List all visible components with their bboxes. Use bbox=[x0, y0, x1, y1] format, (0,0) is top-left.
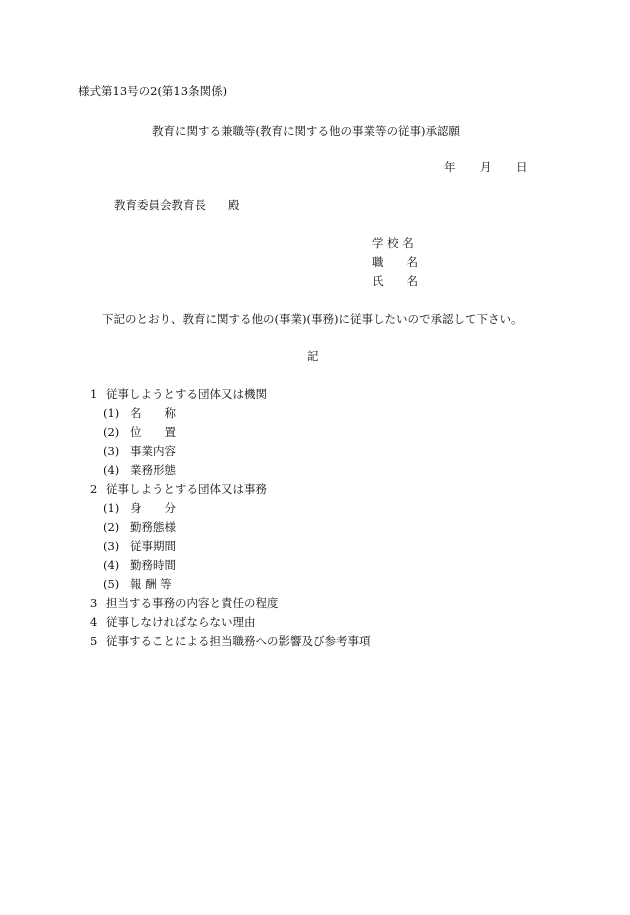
addressee-honorific: 殿 bbox=[228, 198, 240, 212]
item-number: 4 bbox=[90, 615, 98, 629]
document-title: 教育に関する兼職等(教育に関する他の事業等の従事)承認願 bbox=[152, 124, 460, 138]
position-label: 職 名 bbox=[372, 255, 418, 269]
sub-item-label: 身 分 bbox=[130, 501, 176, 515]
sub-item-number: (4) bbox=[103, 463, 120, 477]
form-number: 様式第13号の2(第13条関係) bbox=[78, 84, 228, 98]
sub-item-number: (3) bbox=[103, 444, 120, 458]
sub-item bbox=[103, 520, 403, 534]
item-label: 従事しなければならない理由 bbox=[106, 615, 256, 629]
date-month-label: 月 bbox=[480, 160, 492, 174]
sub-item-label: 勤務時間 bbox=[130, 558, 176, 572]
list-item bbox=[90, 634, 550, 648]
item-number: 3 bbox=[90, 596, 98, 610]
item-label: 担当する事務の内容と責任の程度 bbox=[106, 596, 279, 610]
item-number: 5 bbox=[90, 634, 98, 648]
item-label: 従事しようとする団体又は事務 bbox=[106, 482, 267, 496]
sub-item-number: (1) bbox=[103, 406, 120, 420]
ki-heading: 記 bbox=[307, 349, 319, 363]
sub-item-label: 勤務態様 bbox=[130, 520, 176, 534]
sub-item bbox=[103, 558, 403, 572]
sub-item-number: (3) bbox=[103, 539, 120, 553]
sub-item bbox=[103, 444, 403, 458]
list-item bbox=[90, 596, 490, 610]
request-text: 下記のとおり、教育に関する他の(事業)(事務)に従事したいので承認して下さい。 bbox=[102, 312, 523, 326]
sub-item-label: 従事期間 bbox=[130, 539, 176, 553]
item-label: 従事することによる担当職務への影響及び参考事項 bbox=[106, 634, 371, 648]
sub-item-label: 名 称 bbox=[130, 406, 176, 420]
sub-item bbox=[103, 425, 403, 439]
sub-item-number: (5) bbox=[103, 577, 120, 591]
item-label: 従事しようとする団体又は機関 bbox=[106, 387, 267, 401]
sub-item-number: (2) bbox=[103, 425, 120, 439]
sub-item-label: 報 酬 等 bbox=[130, 577, 172, 591]
date-year-label: 年 bbox=[444, 160, 456, 174]
list-item bbox=[90, 615, 490, 629]
sub-item-label: 位 置 bbox=[130, 425, 176, 439]
list-item bbox=[90, 387, 490, 401]
sub-item bbox=[103, 463, 403, 477]
sub-item bbox=[103, 577, 403, 591]
sub-item bbox=[103, 539, 403, 553]
date-day-label: 日 bbox=[516, 160, 528, 174]
addressee-name: 教育委員会教育長 bbox=[114, 198, 206, 212]
sub-item-number: (4) bbox=[103, 558, 120, 572]
item-number: 2 bbox=[90, 482, 98, 496]
sub-item-number: (1) bbox=[103, 501, 120, 515]
sub-item-label: 事業内容 bbox=[130, 444, 176, 458]
sub-item bbox=[103, 501, 403, 515]
sub-item-number: (2) bbox=[103, 520, 120, 534]
sub-item-label: 業務形態 bbox=[130, 463, 176, 477]
sub-item bbox=[103, 406, 403, 420]
list-item bbox=[90, 482, 490, 496]
item-number: 1 bbox=[90, 387, 98, 401]
school-name-label: 学 校 名 bbox=[372, 236, 414, 250]
name-label: 氏 名 bbox=[372, 274, 418, 288]
